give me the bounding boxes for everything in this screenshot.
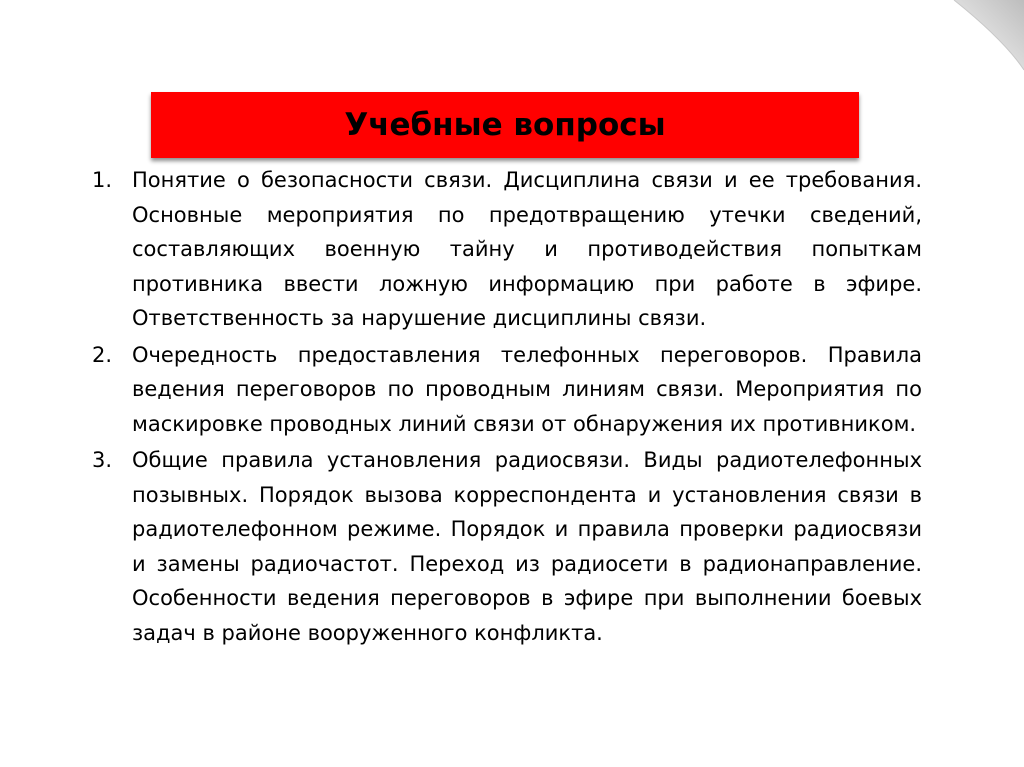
page-curl-decoration: [934, 0, 1024, 90]
item-number: 3.: [92, 448, 113, 472]
slide-title: Учебные вопросы: [344, 107, 666, 143]
list-item: [92, 338, 922, 442]
item-text: Понятие о безопасности связи. Дисциплина связи и ее требования. Основные мероприятия по предотвращению утечки сведений, составляющих военную тайну и противодействия попыткам противника ввести ложную информацию при работе в эфире. Ответственность за нарушение дисциплины связи.: [132, 168, 922, 330]
questions-list: [92, 163, 922, 652]
item-text: Очередность предоставления телефонных переговоров. Правила ведения переговоров по проводным линиям связи. Мероприятия по маскировке проводных линий связи от обнаружения их противником.: [132, 342, 922, 436]
list-item: [92, 163, 922, 336]
item-number: 1.: [92, 168, 113, 192]
title-banner: [151, 92, 859, 158]
list-item: [92, 443, 922, 650]
item-number: 2.: [92, 342, 113, 367]
item-text: Общие правила установления радиосвязи. Виды радиотелефонных позывных. Порядок вызова корреспондента и установления связи в радиотелефонном режиме. Порядок и правила проверки радиосвязи и замены радиочастот. Переход из радиосети в радионаправление. Особенности ведения переговоров в эфире при выполнении боевых задач в районе вооруженного конфликта.: [132, 448, 922, 645]
